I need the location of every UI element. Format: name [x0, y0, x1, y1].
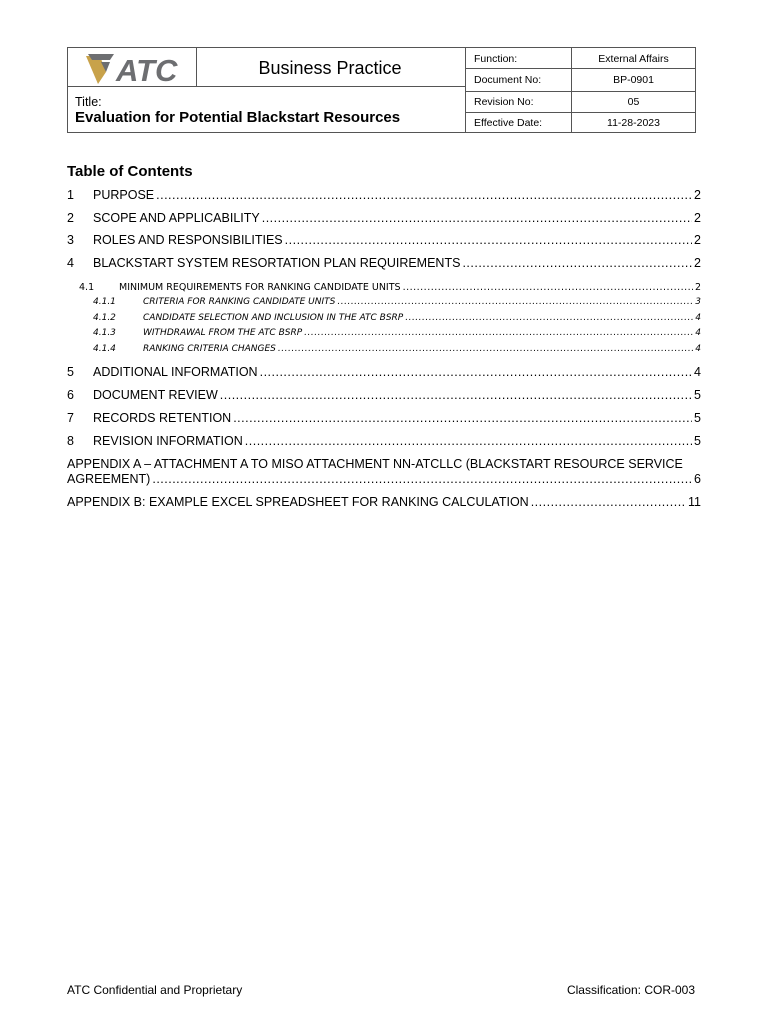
- toc-entry-text: CANDIDATE SELECTION AND INCLUSION IN THE ATC BSRP: [143, 313, 404, 323]
- toc-entry-minimum-requirements[interactable]: [67, 282, 701, 293]
- document-no-label: Document No:: [474, 74, 542, 86]
- toc-entry-page: 2: [694, 233, 701, 247]
- toc-entry-ranking-changes[interactable]: [67, 344, 701, 354]
- toc-entry-number: 4.1: [79, 282, 95, 293]
- toc-entry-text: WITHDRAWAL FROM THE ATC BSRP: [143, 328, 303, 338]
- toc-entry-number: 3: [67, 233, 74, 247]
- toc-entry-number: 8: [67, 434, 74, 448]
- toc-appendix-b[interactable]: [67, 495, 701, 509]
- toc-entry-text: ROLES AND RESPONSIBILITIES: [93, 233, 283, 247]
- footer-classification: Classification: COR-003: [566, 983, 695, 997]
- toc-entry-page: 4: [695, 328, 701, 338]
- document-title: Evaluation for Potential Blackstart Resources: [75, 109, 401, 126]
- toc-entry-withdrawal[interactable]: [67, 328, 701, 338]
- toc-entry-text: BLACKSTART SYSTEM RESORTATION PLAN REQUIREMENTS: [93, 256, 461, 270]
- toc-entry-page: 2: [694, 282, 701, 293]
- toc-entry-page: 4: [695, 344, 701, 354]
- toc-entry-number: 4.1.4: [93, 344, 116, 354]
- toc-entry-revision-info[interactable]: [67, 434, 701, 448]
- toc-entry-page: 4: [695, 313, 701, 323]
- toc-entry-text: MINIMUM REQUIREMENTS FOR RANKING CANDIDATE UNITS: [119, 282, 401, 293]
- toc-entry-number: 2: [67, 211, 74, 225]
- toc-entry-scope[interactable]: [67, 211, 701, 225]
- toc-appendix-a[interactable]: [67, 472, 701, 486]
- toc-entry-text: ADDITIONAL INFORMATION: [93, 365, 258, 379]
- function-value: External Affairs: [598, 53, 669, 65]
- toc-entry-text: SCOPE AND APPLICABILITY: [93, 211, 260, 225]
- revision-no-label: Revision No:: [474, 96, 534, 108]
- toc-entry-number: 4.1.3: [93, 328, 116, 338]
- toc-entry-number: 4.1.1: [93, 297, 116, 307]
- toc-entry-number: 4.1.2: [93, 313, 116, 323]
- toc-entry-text: RECORDS RETENTION: [93, 411, 232, 425]
- toc-entry-page: 5: [694, 434, 701, 448]
- toc-entry-page: 2: [694, 211, 701, 225]
- logo-text: ATC: [116, 53, 178, 86]
- revision-no-value: 05: [627, 96, 640, 108]
- toc-entry-page: 5: [694, 411, 701, 425]
- toc-entry-document-review[interactable]: [67, 388, 701, 402]
- effective-date-label: Effective Date:: [474, 117, 543, 129]
- atc-logo: [84, 50, 194, 86]
- toc-entry-page: 6: [694, 472, 701, 486]
- toc-entry-purpose[interactable]: [67, 188, 701, 202]
- toc-entry-text: APPENDIX B: EXAMPLE EXCEL SPREADSHEET FOR RANKING CALCULATION: [67, 495, 529, 509]
- toc-entry-roles[interactable]: [67, 233, 701, 247]
- toc-entry-number: 6: [67, 388, 74, 402]
- toc-entry-page: 11: [688, 495, 701, 509]
- toc-entry-text: DOCUMENT REVIEW: [93, 388, 218, 402]
- function-label: Function:: [474, 53, 518, 65]
- toc-entry-page: 4: [694, 365, 701, 379]
- toc-entry-criteria[interactable]: [67, 297, 701, 307]
- toc-entry-number: 4: [67, 256, 74, 270]
- effective-date-value: 11-28-2023: [607, 117, 660, 129]
- footer-confidential: ATC Confidential and Proprietary: [67, 983, 243, 997]
- document-header: [67, 47, 696, 133]
- toc-entry-additional-info[interactable]: [67, 365, 701, 379]
- business-practice-label: Business Practice: [258, 58, 402, 78]
- toc-entry-text: RANKING CRITERIA CHANGES: [143, 344, 276, 354]
- toc-entry-blackstart[interactable]: [67, 256, 701, 270]
- toc-entry-text: REVISION INFORMATION: [93, 434, 243, 448]
- toc-entry-page: 2: [694, 256, 701, 270]
- toc-entry-page: 3: [695, 297, 701, 307]
- toc-entry-number: 7: [67, 411, 74, 425]
- toc-entry-candidate-selection[interactable]: [67, 313, 701, 323]
- toc-entry-page: 5: [694, 388, 701, 402]
- toc-entry-text: PURPOSE: [93, 188, 155, 202]
- toc-entry-number: 5: [67, 365, 74, 379]
- toc-entry-page: 2: [694, 188, 701, 202]
- document-no-value: BP-0901: [613, 74, 654, 86]
- toc-entry-text: AGREEMENT): [67, 472, 151, 486]
- toc-entry-number: 1: [67, 188, 74, 202]
- toc-entry-records-retention[interactable]: [67, 411, 701, 425]
- toc-entry-text: CRITERIA FOR RANKING CANDIDATE UNITS: [143, 297, 336, 307]
- toc-appendix-a-line1[interactable]: APPENDIX A – ATTACHMENT A TO MISO ATTACHMENT NN-ATCLLC (BLACKSTART RESOURCE SERVICE: [67, 457, 683, 471]
- toc-heading: Table of Contents: [67, 163, 193, 180]
- title-label: Title:: [75, 95, 102, 109]
